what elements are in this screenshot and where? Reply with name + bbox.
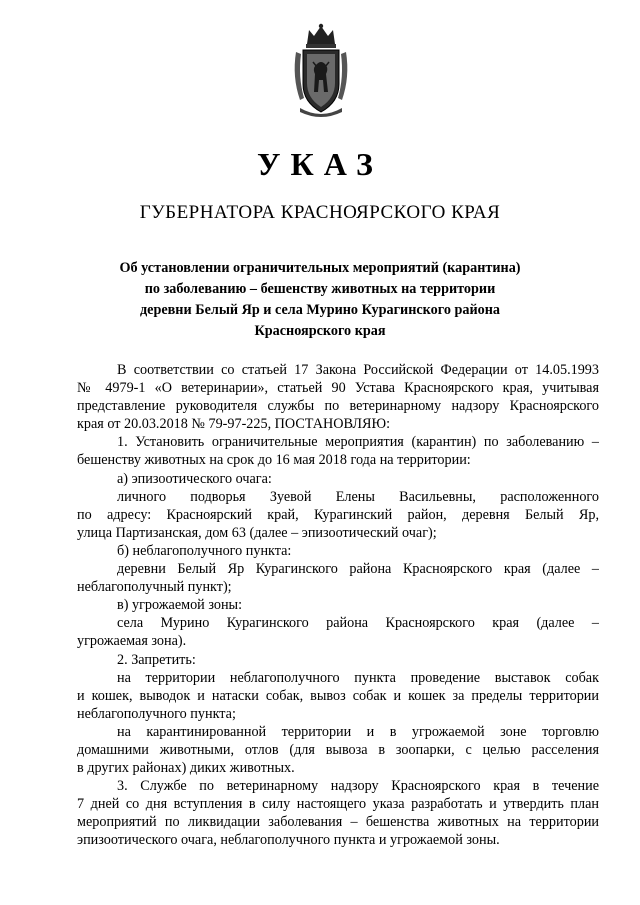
body-line: и кошек, выводок и натаски собак, вывоз собак и кошек за пределы территории (77, 687, 599, 704)
body-line: села Мурино Курагинского района Красноярского края (далее – (117, 615, 599, 632)
body-line: угрожаемая зона). (77, 633, 187, 650)
body-line: неблагополучного пункта; (77, 705, 236, 722)
body-line: по адресу: Красноярский край, Курагинский район, деревня Белый Яр, (77, 506, 599, 523)
document-body (77, 361, 599, 850)
body-line: 1. Установить ограничительные мероприятия (карантин) по заболеванию – (117, 434, 599, 451)
heading-line: Красноярского края (254, 323, 386, 339)
body-line: края от 20.03.2018 № 79-97-225, ПОСТАНОВЛЯЮ: (77, 416, 391, 433)
body-line: б) неблагополучного пункта: (117, 542, 292, 559)
body-line: деревни Белый Яр Курагинского района Красноярского края (далее – (117, 561, 599, 578)
body-line: в) угрожаемой зоны: (117, 597, 243, 614)
body-line: представление руководителя службы по ветеринарному надзору Красноярского (77, 398, 599, 415)
coat-of-arms-icon (290, 22, 352, 120)
body-line: домашними животными, отлов (для вывоза в зоопарки, с целью расселения (77, 741, 599, 758)
body-line: эпизоотического очага, неблагополучного пункта и угрожаемой зоны. (77, 832, 500, 849)
body-line: а) эпизоотического очага: (117, 470, 272, 487)
body-line: на карантинированной территории и в угрожаемой зоне торговлю (117, 723, 599, 740)
body-line: 2. Запретить: (117, 651, 196, 668)
body-line: улица Партизанская, дом 63 (далее – эпизоотический очаг); (77, 524, 437, 541)
body-line: личного подворья Зуевой Елены Васильевны, расположенного (117, 488, 599, 505)
body-line: в других районах) диких животных. (77, 760, 295, 777)
document-title: УКАЗ (257, 146, 383, 182)
body-line: 7 дней со дня вступления в силу настоящего указа разработать и утвердить план (77, 796, 599, 813)
body-line: В соответствии со статьей 17 Закона Российской Федерации от 14.05.1993 (117, 362, 599, 378)
document-heading (80, 258, 560, 342)
document-subtitle: ГУБЕРНАТОРА КРАСНОЯРСКОГО КРАЯ (139, 202, 501, 223)
body-line: № 4979-1 «О ветеринарии», статьей 90 Устава Красноярского края, учитывая (77, 380, 599, 397)
heading-line: Об установлении ограничительных мероприятий (карантина) (119, 260, 521, 276)
body-line: 3. Службе по ветеринарному надзору Красноярского края в течение (117, 778, 599, 795)
body-line: на территории неблагополучного пункта проведение выставок собак (117, 669, 599, 686)
heading-line: деревни Белый Яр и села Мурино Курагинского района (139, 302, 501, 318)
heading-line: по заболеванию – бешенству животных на территории (144, 281, 496, 297)
body-line: неблагополучный пункт); (77, 579, 232, 596)
body-line: мероприятий по ликвидации заболевания – бешенства животных на территории (77, 814, 599, 831)
body-line: бешенству животных на срок до 16 мая 2018 года на территории: (77, 452, 471, 469)
